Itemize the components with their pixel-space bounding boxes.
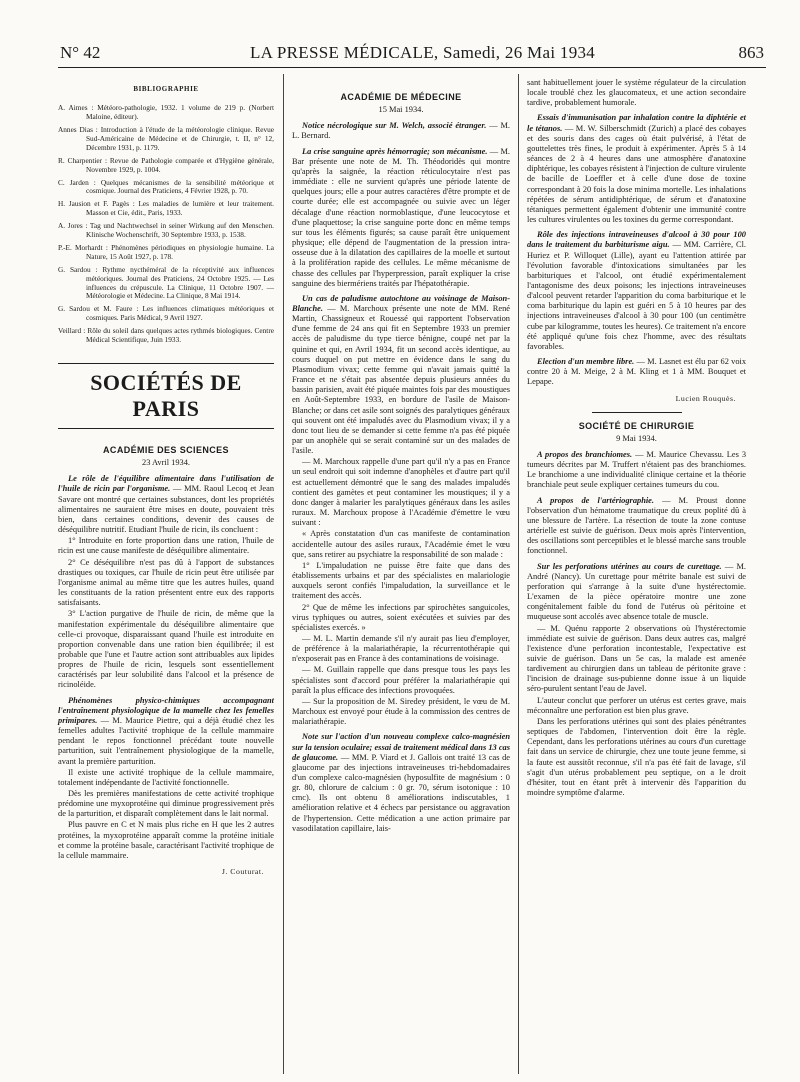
article-heading: Essais d'immunisation par inhalation contre la diphtérie et le tétanos. xyxy=(527,113,746,133)
article-text: — MM. Raoul Lecoq et Jean Savare ont montré que certaines substances, dont les propriétés alimentaires ne sauraient être mises en doute, pouvaient très bien, dans certaines conditions, devenir des causes de déséquilibre nutritif. Etudiant l'huile de ricin, ils concluent : xyxy=(58,484,275,535)
session-date: 9 Mai 1934. xyxy=(616,433,657,443)
bibliography-heading: BIBLIOGRAPHIE xyxy=(133,85,199,93)
column-divider xyxy=(518,74,519,1074)
article-paragraph: « Après constatation d'un cas manifeste de contamination accidentelle autour des asiles ruraux, l'Académie émet le vœu que, sans retirer au psychiatre la responsabilité de son malade : xyxy=(292,529,510,559)
article-paragraph: Dès les premières manifestations de cette activité trophique prédomine une myxoprotéine qui diminue progressivement près de la parturition, et disparaît complètement dans le lait normal. xyxy=(58,789,274,819)
section-title: ACADÉMIE DE MÉDECINE xyxy=(340,92,462,102)
column-2 xyxy=(292,78,510,835)
bibliography-entry: G. Sardou et M. Faure : Les influences climatiques météoriques et cosmiques. Paris Médical, 9 Avril 1927. xyxy=(58,304,274,323)
header-rule xyxy=(58,67,766,68)
article-heading: Le rôle de l'équilibre alimentaire dans l'utilisation de l'huile de ricin par l'organisme. xyxy=(58,474,274,494)
article-paragraph xyxy=(292,294,510,457)
article-paragraph xyxy=(58,474,274,535)
article-paragraph: sant habituellement jouer le système régulateur de la circulation locale troublé chez les glaucomateux, et une action secondaire tardive, probablement humorale. xyxy=(527,78,746,108)
article-text: — M. Maurice Chevassu. Les 3 tumeurs décrites par M. Truffert n'étaient pas des branchiomes. Le branchiome a une individualité clinique certaine et la théorie branchiale peut seule expliquer certaines tumeurs du cou. xyxy=(527,450,747,490)
column-3 xyxy=(527,78,746,799)
bibliography-entry: A. Aimes : Météoro-pathologie, 1932. 1 volume de 219 p. (Norbert Maloine, éditeur). xyxy=(58,103,274,122)
article-text: — M. Bar présente une note de M. Th. Théodoridès qui montre qu'après la saignée, la réaction réticulocytaire n'est pas immédiate : elle ne survient qu'après une période latente de quelques jours; elle a pour autres caractères d'être prompte et de courte durée; elle est accompagnée ou suivie avec un léger décalage d'une réaction normoblastique, d'une leucocytose et d'une plaquettose; la crise sanguine porte donc en même temps sur tous les éléments figurés; sa cause paraît être uniquement physique; elle dépend de l'augmentation de la pression intra-osseuse due à la dilatation des capillaires de la moelle et surtout à la prolifération rapide des cellules. Le même mécanisme de chasse des cellules par l'hyperpression, paraît expliquer la crise sanguine des biermériens traités par l'hépatothérapie. xyxy=(292,146,510,288)
article-paragraph: 1° Introduite en forte proportion dans une ration, l'huile de ricin est une cause manifeste de déséquilibre alimentaire. xyxy=(58,536,274,556)
section-title: SOCIÉTÉ DE CHIRURGIE xyxy=(578,420,695,431)
societies-title: SOCIÉTÉS DE PARIS xyxy=(58,363,274,429)
article-paragraph: — M. Guillain rappelle que dans presque tous les pays les spécialistes sont d'accord pour préférer la malariathérapie qui paraît la plus efficace des infections provoquées. xyxy=(292,665,510,695)
article-heading: Election d'un membre libre. xyxy=(537,357,635,367)
bibliography-entry: C. Jarden : Quelques mécanismes de la sensibilité météorique et cosmique. Journal des Praticiens, 4 Février 1928, p. 70. xyxy=(58,177,274,196)
article-text: — M. W. Silberschmidt (Zurich) a placé des cobayes et des souris dans des cages où était pulvérisé, à l'état de gouttelettes très fines, le produit à expérimenter. Après 5 à 14 séances de 2 à 4 heures dans une atmosphère d'anatoxine diphtérique, les cobayes résistent à l'injection de culture virulente de bacille de Loeffler et à celle d'une dose de toxine correspondant à 20 fois la dose minima mortelle. Les inhalations répétées de sérum antidiphtérique, de sérum et d'anatoxine tétaniques permettent également d'obtenir une immunité contre les cultures virulentes ou les toxines du germe correspondant. xyxy=(527,123,746,225)
article-paragraph xyxy=(527,357,746,387)
article-text: — M. Marchoux présente une note de MM. René Martin, Chassigneux et Rouessé qui rapportent l'observation d'une femme de 24 ans qui fit en Septembre 1933 un premier accès de paludisme du type tierce bénigne, coupé net par la quinine et qui, en Avril 1934, fit un second accès identique, au cours duquel on put mettre en évidence dans le sang du Plasmodium vivax; cette femme qui n'avait jamais quitté la France et ne s'était pas absentée depuis plusieurs années du bassin parisien, avait été piquée maintes fois par des moustiques en Août-Septembre 1933, en bordure de l'asile de Maison-Blanche; or dans cet asile sont soignés des paralytiques généraux qui souvent ont été impaludés avec du Plasmodium vivax; il y a donc tout lieu de se demander si cette femme n'a pas été piquée par un anophèle qui se serait contaminé sur un des malades de l'asile. xyxy=(292,303,510,456)
bibliography-entry: R. Charpentier : Revue de Pathologie comparée et d'Hygiène générale, Novembre 1929, p. 1004. xyxy=(58,155,274,174)
article-text: — M. Proust donne l'observation d'un hématome traumatique du creux poplité dû à une blessure de l'artère. La résection de toute la zone contuse artérielle est suivie de guérison. Deux mois après l'intervention, des oscillations sont perceptibles et le blessé marche sans trouble fonctionnel. xyxy=(527,495,747,556)
article-paragraph: — M. L. Martin demande s'il n'y aurait pas lieu d'employer, de préférence à la malariathérapie, la récurrentothérapie qui n'exposerait pas en France à des contaminations de voisinage. xyxy=(292,633,510,664)
article-paragraph: 1° L'impaludation ne puisse être faite que dans des établissements urbains et par des spécialistes en malariologie auxquels seront confiés l'impaludation, la surveillance et le traitement des accès. xyxy=(292,560,510,601)
bibliography-entry: Annes Dias : Introduction à l'étude de la météorologie clinique. Revue Sud-Américaine de Médecine et de Chirurgie, t. II, n° 12, Décembre 1931, p. 1179. xyxy=(58,124,274,152)
article-paragraph xyxy=(292,147,510,289)
author-signature: Lucien Rouquès. xyxy=(675,393,736,403)
section-title: ACADÉMIE DES SCIENCES xyxy=(103,445,229,455)
article-heading: La crise sanguine après hémorragie; son mécanisme. xyxy=(302,146,488,156)
article-paragraph: — M. Quénu rapporte 2 observations où l'hystérectomie immédiate est suivie de guérison. Dans deux autres cas, malgré l'existence d'une perforation incontestable, l'expectative est suivie de guérison. Dans un 5e cas, la malade est amenée tardivement au chirurgien dans un tableau de péritonite grave : l'incision de drainage sus-pubienne donne issue à un liquide séro-purulent sentant l'eau de Javel. xyxy=(527,623,746,694)
article-paragraph xyxy=(527,113,746,225)
article-paragraph xyxy=(58,696,274,767)
column-1 xyxy=(58,78,274,881)
bibliography-entry: Veillard : Rôle du soleil dans quelques actes rythmés biologiques. Centre Médical Scientifique, Juin 1933. xyxy=(58,326,274,345)
article-heading: Rôle des injections intraveineuses d'alcool à 30 pour 100 dans le traitement du barbiturisme aigu. xyxy=(527,230,746,250)
article-text: — M. Lasnet est élu par 62 voix contre 20 à M. Meige, 2 à M. Kling et 1 à MM. Bouquet et Lepape. xyxy=(527,357,747,387)
article-paragraph: 3° L'action purgative de l'huile de ricin, de même que la manifestation expérimentale du déséquilibre alimentaire que celle-ci provoque, disparaissant quand l'huile est introduite en proportion convenable dans une ration bien équilibrée; il est probable que l'une et l'autre action sont attribuables aux lipides propres de l'huile de ricin, lesquels sont essentiellement caractérisés par leur solubilité dans l'alcool et la présence de ricinoléide. xyxy=(58,609,274,690)
article-paragraph: Il existe une activité trophique de la cellule mammaire, totalement indépendante de l'activité fonctionnelle. xyxy=(58,767,274,787)
journal-title: LA PRESSE MÉDICALE, Samedi, 26 Mai 1934 xyxy=(250,43,596,62)
article-text: — MM. P. Viard et J. Gallois ont traité 13 cas de glaucome par des injections intraveineuses tri-hebdomadaires d'un complexe calco-magnésien (hyposulfite de magnésium : 0 gr. 80, chlorure de calcium : 0 gr. 70, sérum isotonique : 10 cmc). Ils ont obtenu 8 améliorations indiscutables, 1 amélioration relative et 4 échecs par persistance ou aggravation de l'hypertension. Cette médication a une action primaire par vasodilatation capillaire, lais- xyxy=(292,752,511,833)
page-header xyxy=(60,43,764,65)
article-text: — M. L. Bernard. xyxy=(292,121,510,141)
session-date: 15 Mai 1934. xyxy=(378,105,424,115)
article-heading: A propos des branchiomes. xyxy=(537,450,633,459)
article-heading: Notice nécrologique sur M. Welch, associé étranger. xyxy=(302,121,487,131)
column-divider xyxy=(283,74,284,1074)
article-heading: A propos de l'artériographie. xyxy=(537,495,654,505)
author-signature: J. Couturat. xyxy=(221,867,264,877)
article-text: — M. André (Nancy). Un curettage pour métrite banale est suivi de perforation qui s'arrange à la suite d'une hystérectomie. L'examen de la pièce opératoire montre une zone congénitalement faible du fond de l'utérus où péritoine et muqueuse sont accolés avec absence totale de muscle. xyxy=(527,561,747,622)
article-paragraph: L'auteur conclut que perforer un utérus est certes grave, mais méconnaître une perforation est bien plus grave. xyxy=(527,695,746,715)
article-paragraph xyxy=(527,450,746,491)
article-paragraph: 2° Que de même les infections par spirochètes sanguicoles, virus typhiques ou autres, soient exécutées et suivies par des spécialistes exercés. » xyxy=(292,602,510,632)
article-paragraph xyxy=(527,562,746,623)
bibliography-entry: G. Sardou : Rythme nycthéméral de la réceptivité aux influences météoriques. Journal des Praticiens, 24 Octobre 1925. — Les influences du crépuscule. La Clinique, 11 Octobre 1907. — Météorologie et Médecine. La Clinique, 8 Mai 1914. xyxy=(58,264,274,301)
article-text: — M. Maurice Piettre, qui a déjà étudié chez les femelles adultes l'activité trophique de la cellule mammaire pendant le repos fonctionnel précédant toute nouvelle parturition, suit l'entraînement physiologique de la mamelle, avant la première parturition. xyxy=(58,715,274,766)
article-paragraph xyxy=(292,732,510,834)
bibliography-entry: A. Jores : Tag und Nachtwechsel in seiner Wirkung auf den Menschen. Klinische Wochenschrift, 30 Septembre 1933, p. 1538. xyxy=(58,221,274,240)
article-paragraph: — Sur la proposition de M. Siredey président, le vœu de M. Marchoux est envoyé pour étude à la commission des centres de malariathérapie. xyxy=(292,696,510,727)
article-text: — MM. Carrière, Cl. Huriez et P. Willoquet (Lille), ayant eu l'attention attirée par l'évolution favorable d'intoxications simultanées par les barbituriques et l'alcool, ont étudié expérimentalement l'antagonisme des deux poisons; les injections intraveineuses d'alcool peuvent retarder l'apparition du coma barbiturique et le coma barbiturique du lapin est guéri en 5 à 10 heures par des injections intraveineuses d'alcool à 30 pour 100 (un centimètre cube par kilogramme, toutes les heures). Ce traitement n'a encore été appliqué qu'une fois chez l'homme, avec des résultats favorables. xyxy=(527,240,746,351)
article-paragraph: 2° Ce déséquilibre n'est pas dû à l'apport de substances drastiques ou toxiques, car l'huile de ricin peut être utilisée par l'organisme animal au même titre que les autres huiles, quand les constituants de la ration présentent entre eux des rapports satisfaisants. xyxy=(58,557,274,608)
article-paragraph: Dans les perforations utérines qui sont des plaies pénétrantes septiques de l'abdomen, l'intervention doit être la règle. Cependant, dans les perforations utérines au cours d'un curettage fait dans un service de chirurgie, chez une toute jeune femme, si la faute est aussitôt reconnue, s'il n'a pas été fait de lavage, s'il s'agit d'un utérus probablement peu septique, on a le droit d'hésiter, tout en étant prêt à intervenir dès l'apparition du moindre symptôme d'alarme. xyxy=(527,716,746,797)
bibliography-entry: P.-E. Morhardt : Phénomènes périodiques en physiologie humaine. La Nature, 15 Août 1927, p. 178. xyxy=(58,242,274,261)
article-paragraph: — M. Marchoux rappelle d'une part qu'il n'y a pas en France un seul endroit qui soit indemne d'anophèles et d'autre part qu'il est actuellement démontré que le sang des malades impaludés contient des gamètes et peut contaminer les moustiques; il y a donc danger à malarier les paralytiques généraux dans les asiles ruraux. M. Marchoux propose à l'Académie d'émettre le vœu suivant : xyxy=(292,457,510,528)
bibliography-entry: H. Jausion et F. Pagès : Les maladies de lumière et leur traitement. Masson et Cie, édit., Paris, 1933. xyxy=(58,199,274,218)
article-heading: Un cas de paludisme autochtone au voisinage de Maison-Blanche. xyxy=(292,293,510,313)
article-paragraph: Plus pauvre en C et N mais plus riche en H que les 2 autres protéines, la myxoprotéine apparaît comme la protéine initiale et comme la protéine basale, caractérisant l'activité trophique de la cellule mammaire. xyxy=(58,820,274,860)
article-heading: Sur les perforations utérines au cours de curettage. xyxy=(537,561,722,571)
session-date: 23 Avril 1934. xyxy=(142,458,190,468)
issue-number: N° 42 xyxy=(60,43,101,62)
section-separator xyxy=(592,412,682,413)
article-paragraph xyxy=(527,496,746,557)
page-number: 863 xyxy=(738,43,764,62)
article-heading: Phénomènes physico-chimiques accompagnant l'entraînement physiologique de la mamelle chez les femelles primipares. xyxy=(58,695,274,725)
article-paragraph xyxy=(292,121,510,141)
article-paragraph xyxy=(527,230,746,352)
article-heading: Note sur l'action d'un nouveau complexe calco-magnésien sur la tension oculaire; essai de traitement médical dans 13 cas de glaucome. xyxy=(292,732,510,762)
